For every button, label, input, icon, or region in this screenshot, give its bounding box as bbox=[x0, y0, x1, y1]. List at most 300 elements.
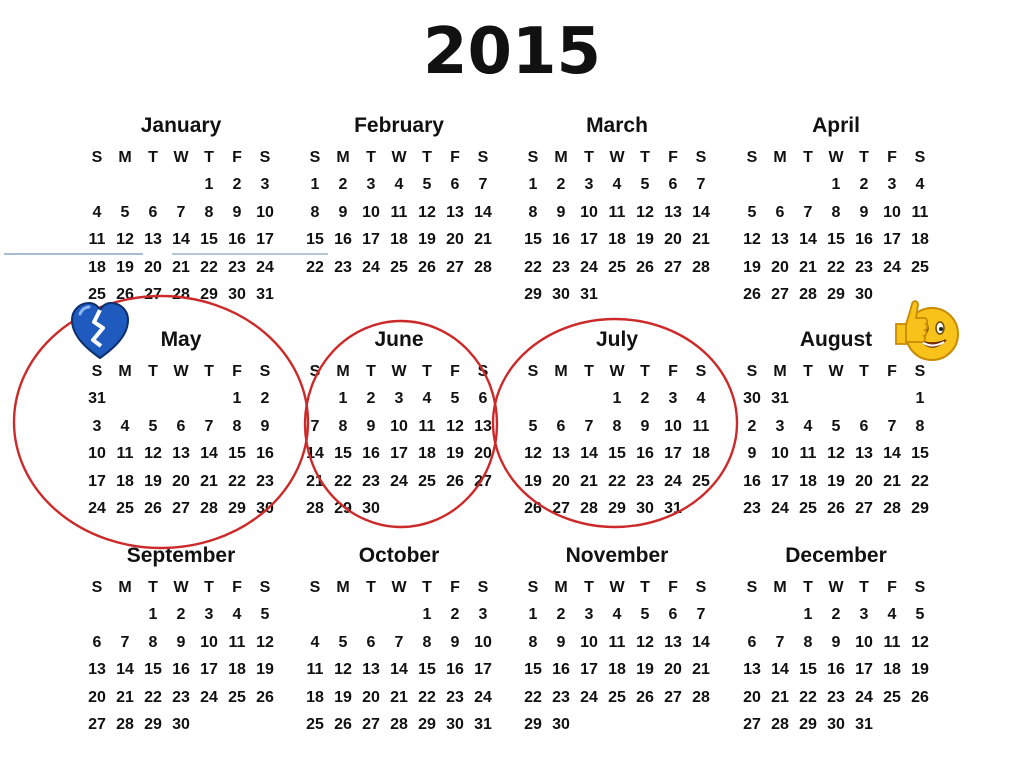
empty-day-cell bbox=[385, 602, 413, 630]
day-cell: 14 bbox=[474, 203, 492, 221]
day-cell: 26 bbox=[446, 472, 464, 490]
day-cell: 20 bbox=[664, 661, 682, 679]
day-cell: 19 bbox=[334, 688, 352, 706]
day-cell: 10 bbox=[855, 633, 873, 651]
day-cell: 19 bbox=[636, 661, 654, 679]
day-cell: 12 bbox=[911, 633, 929, 651]
day-cell: 16 bbox=[827, 661, 845, 679]
day-cell: 2 bbox=[831, 606, 841, 624]
day-cell: 4 bbox=[612, 606, 622, 624]
weekday-header: T bbox=[859, 362, 869, 380]
day-cell: 23 bbox=[855, 258, 873, 276]
day-cell: 25 bbox=[306, 716, 324, 734]
day-cell: 4 bbox=[612, 176, 622, 194]
empty-day-cell bbox=[738, 172, 766, 200]
day-cell: 16 bbox=[855, 231, 873, 249]
day-cell: 9 bbox=[556, 203, 566, 221]
weekday-header: S bbox=[746, 362, 758, 380]
day-cell: 8 bbox=[338, 417, 348, 435]
day-cell: 15 bbox=[827, 231, 845, 249]
day-cell: 24 bbox=[883, 258, 901, 276]
weekday-header: S bbox=[914, 362, 926, 380]
day-cell: 15 bbox=[608, 445, 626, 463]
day-cell: 16 bbox=[228, 231, 246, 249]
day-cell: 5 bbox=[747, 203, 757, 221]
day-cell: 2 bbox=[747, 417, 757, 435]
weekday-header: M bbox=[336, 148, 350, 166]
day-cell: 1 bbox=[612, 390, 622, 408]
day-cell: 16 bbox=[552, 231, 570, 249]
day-cell: 4 bbox=[915, 176, 925, 194]
day-cell: 11 bbox=[418, 417, 436, 435]
day-cell: 14 bbox=[883, 445, 901, 463]
weekday-header: S bbox=[91, 362, 103, 380]
day-cell: 9 bbox=[338, 203, 348, 221]
day-cell: 29 bbox=[799, 716, 817, 734]
weekday-header: M bbox=[554, 362, 568, 380]
day-cell: 22 bbox=[524, 688, 542, 706]
day-cell: 13 bbox=[743, 661, 761, 679]
weekday-header: W bbox=[173, 578, 189, 596]
day-cell: 1 bbox=[310, 176, 320, 194]
weekday-header: M bbox=[773, 362, 787, 380]
day-cell: 19 bbox=[827, 472, 845, 490]
day-cell: 3 bbox=[775, 417, 785, 435]
day-cell: 16 bbox=[172, 661, 190, 679]
day-cell: 28 bbox=[172, 286, 190, 304]
month-name: May bbox=[160, 328, 202, 351]
weekday-header: S bbox=[259, 578, 271, 596]
day-cell: 3 bbox=[394, 390, 404, 408]
day-cell: 19 bbox=[446, 445, 464, 463]
day-cell: 16 bbox=[552, 661, 570, 679]
day-cell: 9 bbox=[232, 203, 242, 221]
day-cell: 5 bbox=[915, 606, 925, 624]
day-cell: 27 bbox=[88, 716, 106, 734]
empty-day-cell bbox=[738, 602, 766, 630]
day-cell: 23 bbox=[172, 688, 190, 706]
weekday-header: W bbox=[828, 148, 844, 166]
day-cell: 18 bbox=[692, 445, 710, 463]
weekday-header: S bbox=[91, 578, 103, 596]
weekday-header: F bbox=[232, 362, 242, 380]
day-cell: 29 bbox=[827, 286, 845, 304]
month-name: April bbox=[812, 114, 860, 137]
broken-heart-icon bbox=[70, 300, 130, 360]
weekday-header: T bbox=[859, 148, 869, 166]
day-cell: 9 bbox=[260, 417, 270, 435]
day-cell: 15 bbox=[228, 445, 246, 463]
day-cell: 5 bbox=[528, 417, 538, 435]
day-cell: 28 bbox=[799, 286, 817, 304]
day-cell: 8 bbox=[803, 633, 813, 651]
day-cell: 6 bbox=[176, 417, 186, 435]
day-cell: 13 bbox=[446, 203, 464, 221]
weekday-header: M bbox=[773, 578, 787, 596]
day-cell: 26 bbox=[524, 500, 542, 518]
day-cell: 26 bbox=[144, 500, 162, 518]
day-cell: 27 bbox=[172, 500, 190, 518]
day-cell: 19 bbox=[116, 258, 134, 276]
weekday-header: M bbox=[118, 362, 132, 380]
day-cell: 2 bbox=[556, 606, 566, 624]
day-cell: 22 bbox=[334, 472, 352, 490]
month-day-grid bbox=[301, 358, 497, 523]
day-cell: 18 bbox=[228, 661, 246, 679]
day-cell: 4 bbox=[394, 176, 404, 194]
day-cell: 11 bbox=[799, 445, 817, 463]
day-cell: 24 bbox=[855, 688, 873, 706]
month-day-grid bbox=[519, 574, 715, 739]
day-cell: 24 bbox=[256, 258, 274, 276]
day-cell: 26 bbox=[743, 286, 761, 304]
empty-day-cell bbox=[575, 386, 603, 414]
day-cell: 31 bbox=[855, 716, 873, 734]
empty-day-cell bbox=[195, 386, 223, 414]
weekday-header: S bbox=[309, 148, 321, 166]
day-cell: 26 bbox=[911, 688, 929, 706]
weekday-header: S bbox=[746, 578, 758, 596]
weekday-header: T bbox=[803, 148, 813, 166]
weekday-header: T bbox=[422, 362, 432, 380]
day-cell: 9 bbox=[640, 417, 650, 435]
day-cell: 10 bbox=[883, 203, 901, 221]
month-day-grid bbox=[83, 574, 279, 739]
weekday-header: M bbox=[554, 148, 568, 166]
day-cell: 7 bbox=[394, 633, 404, 651]
day-cell: 10 bbox=[256, 203, 274, 221]
day-cell: 17 bbox=[883, 231, 901, 249]
day-cell: 11 bbox=[608, 203, 626, 221]
weekday-header: S bbox=[527, 148, 539, 166]
day-cell: 10 bbox=[580, 203, 598, 221]
weekday-header: F bbox=[887, 148, 897, 166]
day-cell: 22 bbox=[228, 472, 246, 490]
day-cell: 7 bbox=[310, 417, 320, 435]
day-cell: 31 bbox=[580, 286, 598, 304]
day-cell: 6 bbox=[556, 417, 566, 435]
day-cell: 8 bbox=[612, 417, 622, 435]
day-cell: 17 bbox=[362, 231, 380, 249]
weekday-header: T bbox=[366, 578, 376, 596]
day-cell: 9 bbox=[556, 633, 566, 651]
day-cell: 29 bbox=[911, 500, 929, 518]
month-day-grid bbox=[83, 144, 279, 309]
weekday-header: W bbox=[391, 362, 407, 380]
day-cell: 7 bbox=[696, 176, 706, 194]
day-cell: 14 bbox=[799, 231, 817, 249]
weekday-header: T bbox=[148, 148, 158, 166]
weekday-header: T bbox=[584, 362, 594, 380]
day-cell: 21 bbox=[172, 258, 190, 276]
day-cell: 20 bbox=[664, 231, 682, 249]
day-cell: 22 bbox=[799, 688, 817, 706]
weekday-header: M bbox=[336, 578, 350, 596]
weekday-header: F bbox=[668, 362, 678, 380]
day-cell: 20 bbox=[552, 472, 570, 490]
empty-day-cell bbox=[301, 386, 329, 414]
day-cell: 4 bbox=[120, 417, 130, 435]
empty-day-cell bbox=[111, 602, 139, 630]
weekday-header: T bbox=[204, 148, 214, 166]
day-cell: 4 bbox=[887, 606, 897, 624]
weekday-header: S bbox=[695, 578, 707, 596]
month-name: August bbox=[799, 328, 873, 351]
day-cell: 23 bbox=[362, 472, 380, 490]
day-cell: 21 bbox=[771, 688, 789, 706]
day-cell: 23 bbox=[552, 688, 570, 706]
weekday-header: F bbox=[887, 362, 897, 380]
day-cell: 9 bbox=[859, 203, 869, 221]
day-cell: 1 bbox=[422, 606, 432, 624]
empty-day-cell bbox=[794, 172, 822, 200]
weekday-header: S bbox=[527, 578, 539, 596]
day-cell: 12 bbox=[256, 633, 274, 651]
day-cell: 25 bbox=[418, 472, 436, 490]
weekday-header: T bbox=[204, 362, 214, 380]
day-cell: 2 bbox=[176, 606, 186, 624]
month-name: September bbox=[126, 544, 236, 567]
empty-day-cell bbox=[850, 386, 878, 414]
day-cell: 23 bbox=[743, 500, 761, 518]
day-cell: 20 bbox=[172, 472, 190, 490]
weekday-header: T bbox=[366, 148, 376, 166]
weekday-header: W bbox=[828, 578, 844, 596]
day-cell: 14 bbox=[172, 231, 190, 249]
empty-day-cell bbox=[822, 386, 850, 414]
weekday-header: T bbox=[803, 578, 813, 596]
day-cell: 23 bbox=[636, 472, 654, 490]
day-cell: 18 bbox=[608, 661, 626, 679]
day-cell: 11 bbox=[390, 203, 408, 221]
day-cell: 28 bbox=[692, 258, 710, 276]
day-cell: 18 bbox=[390, 231, 408, 249]
day-cell: 12 bbox=[636, 633, 654, 651]
day-cell: 26 bbox=[827, 500, 845, 518]
day-cell: 9 bbox=[176, 633, 186, 651]
month-name: February bbox=[354, 114, 444, 137]
day-cell: 8 bbox=[148, 633, 158, 651]
day-cell: 29 bbox=[524, 716, 542, 734]
day-cell: 23 bbox=[552, 258, 570, 276]
day-cell: 25 bbox=[911, 258, 929, 276]
day-cell: 4 bbox=[422, 390, 432, 408]
day-cell: 14 bbox=[692, 203, 710, 221]
day-cell: 24 bbox=[664, 472, 682, 490]
day-cell: 12 bbox=[827, 445, 845, 463]
weekday-header: T bbox=[422, 148, 432, 166]
day-cell: 5 bbox=[640, 606, 650, 624]
weekday-header: S bbox=[477, 362, 489, 380]
day-cell: 8 bbox=[204, 203, 214, 221]
month-day-grid bbox=[738, 144, 934, 309]
day-cell: 10 bbox=[390, 417, 408, 435]
weekday-header: S bbox=[259, 148, 271, 166]
day-cell: 7 bbox=[584, 417, 594, 435]
day-cell: 22 bbox=[306, 258, 324, 276]
day-cell: 19 bbox=[144, 472, 162, 490]
day-cell: 24 bbox=[771, 500, 789, 518]
weekday-header: W bbox=[828, 362, 844, 380]
day-cell: 5 bbox=[450, 390, 460, 408]
day-cell: 18 bbox=[418, 445, 436, 463]
day-cell: 14 bbox=[390, 661, 408, 679]
day-cell: 1 bbox=[232, 390, 242, 408]
day-cell: 27 bbox=[771, 286, 789, 304]
day-cell: 21 bbox=[883, 472, 901, 490]
day-cell: 24 bbox=[88, 500, 106, 518]
weekday-header: W bbox=[609, 362, 625, 380]
day-cell: 29 bbox=[334, 500, 352, 518]
weekday-header: S bbox=[477, 578, 489, 596]
day-cell: 7 bbox=[120, 633, 130, 651]
day-cell: 7 bbox=[887, 417, 897, 435]
weekday-header: T bbox=[584, 578, 594, 596]
day-cell: 25 bbox=[228, 688, 246, 706]
day-cell: 21 bbox=[116, 688, 134, 706]
day-cell: 16 bbox=[446, 661, 464, 679]
day-cell: 11 bbox=[88, 231, 106, 249]
day-cell: 16 bbox=[362, 445, 380, 463]
month-november bbox=[519, 542, 715, 742]
day-cell: 31 bbox=[771, 390, 789, 408]
day-cell: 21 bbox=[200, 472, 218, 490]
day-cell: 26 bbox=[418, 258, 436, 276]
day-cell: 19 bbox=[524, 472, 542, 490]
day-cell: 18 bbox=[608, 231, 626, 249]
day-cell: 23 bbox=[228, 258, 246, 276]
day-cell: 8 bbox=[422, 633, 432, 651]
day-cell: 7 bbox=[176, 203, 186, 221]
day-cell: 14 bbox=[692, 633, 710, 651]
day-cell: 25 bbox=[799, 500, 817, 518]
day-cell: 24 bbox=[474, 688, 492, 706]
weekday-header: W bbox=[173, 148, 189, 166]
weekday-header: F bbox=[450, 148, 460, 166]
day-cell: 4 bbox=[92, 203, 102, 221]
day-cell: 4 bbox=[803, 417, 813, 435]
weekday-header: T bbox=[584, 148, 594, 166]
empty-day-cell bbox=[83, 172, 111, 200]
day-cell: 10 bbox=[580, 633, 598, 651]
day-cell: 21 bbox=[580, 472, 598, 490]
day-cell: 8 bbox=[831, 203, 841, 221]
day-cell: 12 bbox=[334, 661, 352, 679]
day-cell: 10 bbox=[771, 445, 789, 463]
day-cell: 29 bbox=[524, 286, 542, 304]
day-cell: 2 bbox=[366, 390, 376, 408]
day-cell: 20 bbox=[474, 445, 492, 463]
day-cell: 26 bbox=[256, 688, 274, 706]
day-cell: 13 bbox=[664, 203, 682, 221]
day-cell: 27 bbox=[552, 500, 570, 518]
day-cell: 13 bbox=[362, 661, 380, 679]
month-name: December bbox=[785, 544, 887, 567]
day-cell: 9 bbox=[747, 445, 757, 463]
day-cell: 15 bbox=[911, 445, 929, 463]
day-cell: 6 bbox=[450, 176, 460, 194]
day-cell: 6 bbox=[92, 633, 102, 651]
day-cell: 20 bbox=[144, 258, 162, 276]
day-cell: 2 bbox=[232, 176, 242, 194]
empty-day-cell bbox=[139, 172, 167, 200]
day-cell: 5 bbox=[148, 417, 158, 435]
day-cell: 10 bbox=[362, 203, 380, 221]
empty-day-cell bbox=[766, 602, 794, 630]
day-cell: 25 bbox=[692, 472, 710, 490]
day-cell: 18 bbox=[116, 472, 134, 490]
day-cell: 30 bbox=[228, 286, 246, 304]
day-cell: 28 bbox=[200, 500, 218, 518]
day-cell: 24 bbox=[580, 688, 598, 706]
day-cell: 5 bbox=[422, 176, 432, 194]
day-cell: 12 bbox=[446, 417, 464, 435]
weekday-header: M bbox=[118, 578, 132, 596]
month-october bbox=[301, 542, 497, 742]
day-cell: 25 bbox=[88, 286, 106, 304]
day-cell: 5 bbox=[338, 633, 348, 651]
month-name: November bbox=[565, 544, 669, 567]
empty-day-cell bbox=[167, 386, 195, 414]
day-cell: 18 bbox=[883, 661, 901, 679]
weekday-header: T bbox=[859, 578, 869, 596]
day-cell: 22 bbox=[524, 258, 542, 276]
day-cell: 3 bbox=[478, 606, 488, 624]
day-cell: 2 bbox=[556, 176, 566, 194]
day-cell: 27 bbox=[664, 688, 682, 706]
weekday-header: W bbox=[609, 578, 625, 596]
day-cell: 13 bbox=[855, 445, 873, 463]
day-cell: 29 bbox=[418, 716, 436, 734]
day-cell: 29 bbox=[200, 286, 218, 304]
day-cell: 10 bbox=[664, 417, 682, 435]
day-cell: 20 bbox=[743, 688, 761, 706]
day-cell: 11 bbox=[883, 633, 901, 651]
day-cell: 26 bbox=[636, 688, 654, 706]
weekday-header: T bbox=[640, 362, 650, 380]
day-cell: 1 bbox=[915, 390, 925, 408]
day-cell: 7 bbox=[478, 176, 488, 194]
month-day-grid bbox=[738, 574, 934, 739]
day-cell: 13 bbox=[172, 445, 190, 463]
day-cell: 23 bbox=[827, 688, 845, 706]
day-cell: 21 bbox=[692, 661, 710, 679]
weekday-header: T bbox=[148, 578, 158, 596]
weekday-header: W bbox=[173, 362, 189, 380]
day-cell: 22 bbox=[418, 688, 436, 706]
day-cell: 8 bbox=[528, 203, 538, 221]
empty-day-cell bbox=[547, 386, 575, 414]
day-cell: 16 bbox=[334, 231, 352, 249]
day-cell: 14 bbox=[771, 661, 789, 679]
day-cell: 29 bbox=[228, 500, 246, 518]
month-name: July bbox=[595, 328, 639, 351]
weekday-header: F bbox=[450, 362, 460, 380]
day-cell: 14 bbox=[200, 445, 218, 463]
weekday-header: S bbox=[695, 148, 707, 166]
day-cell: 17 bbox=[580, 231, 598, 249]
day-cell: 18 bbox=[799, 472, 817, 490]
day-cell: 10 bbox=[88, 445, 106, 463]
day-cell: 15 bbox=[200, 231, 218, 249]
day-cell: 2 bbox=[450, 606, 460, 624]
empty-day-cell bbox=[329, 602, 357, 630]
day-cell: 27 bbox=[362, 716, 380, 734]
day-cell: 23 bbox=[334, 258, 352, 276]
empty-day-cell bbox=[111, 172, 139, 200]
day-cell: 17 bbox=[580, 661, 598, 679]
day-cell: 12 bbox=[144, 445, 162, 463]
